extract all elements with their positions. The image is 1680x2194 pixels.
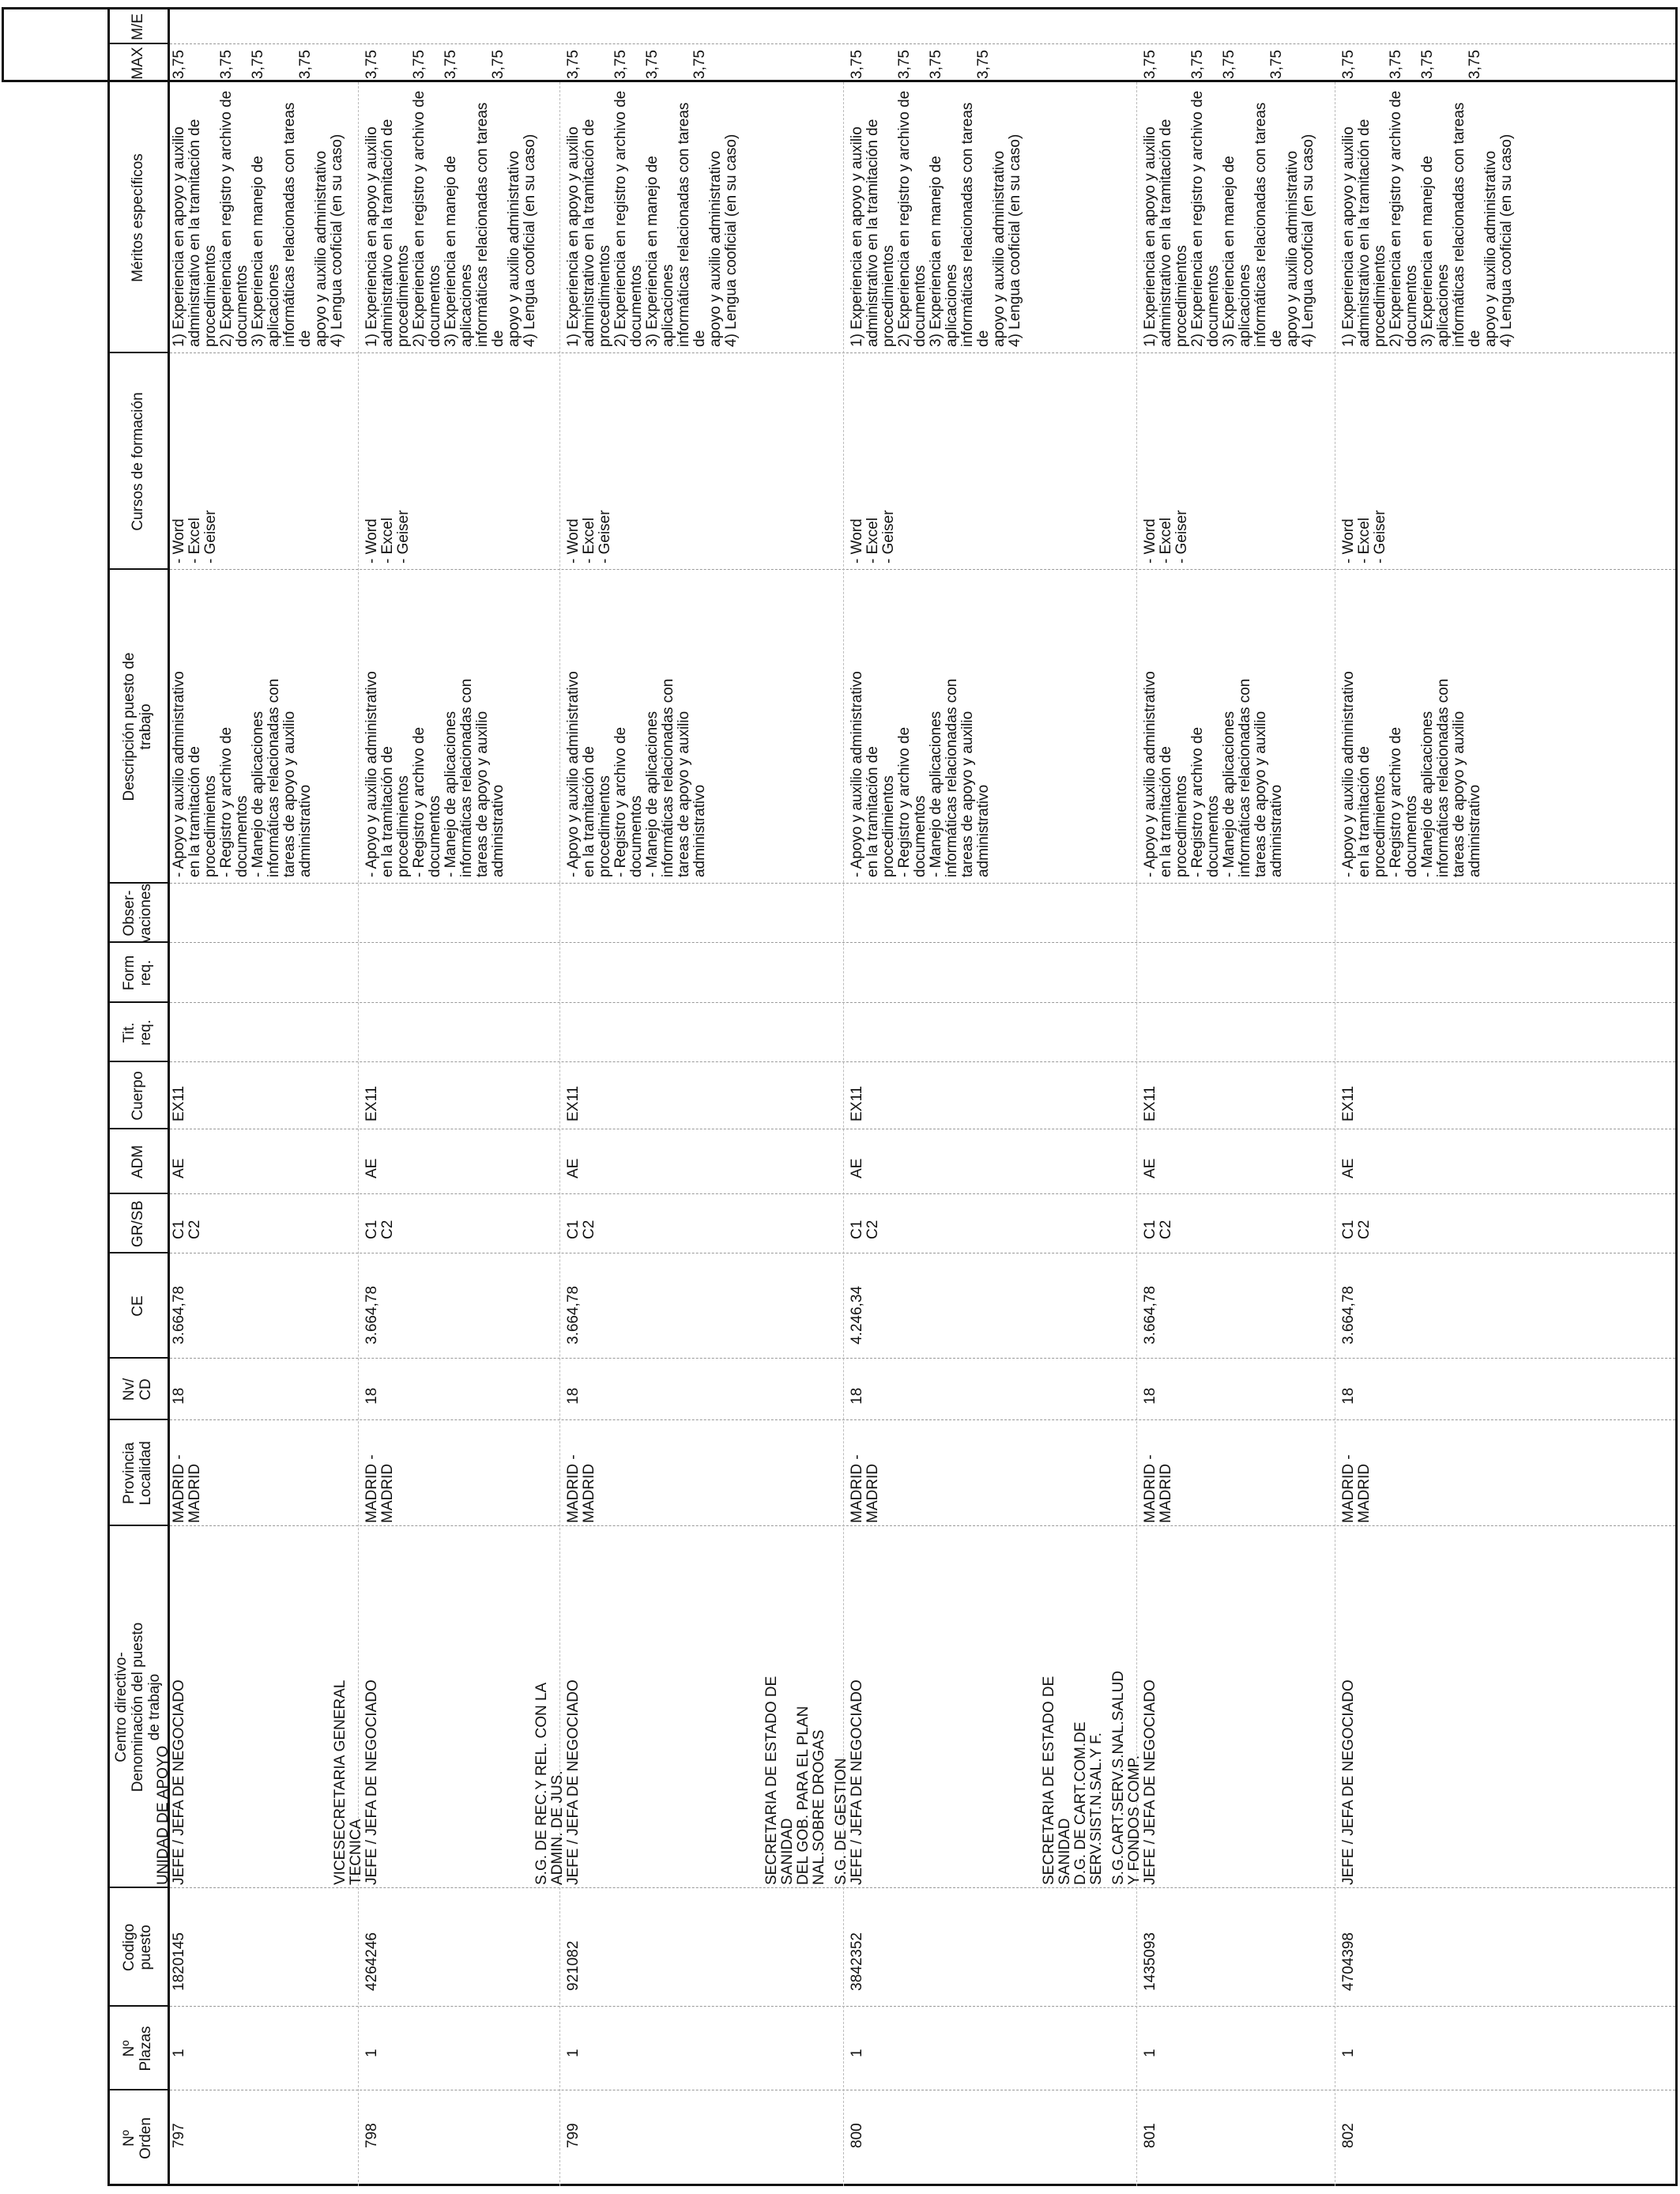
max-value: 3,75 — [1419, 50, 1436, 79]
table-bottom-rule — [1675, 9, 1678, 2186]
meritos-value: 1) Experiencia en apoyo y auxilio administrativo en la tramitación de procedimientos 2) Experiencia en registro y archivo de documentos 3) Experiencia en manejo de aplicaciones informáticas relacionadas con tareas de apoyo y auxilio administrativo 4) Lengua cooficial (en su caso) — [1340, 90, 1515, 347]
cursos-value: - Word - Excel - Geiser — [363, 510, 412, 564]
centro-unit: VICESECRETARIA GENERAL TECNICA — [332, 1679, 364, 1885]
nivel-value: 18 — [171, 1387, 187, 1404]
adm-value: AE — [363, 1158, 380, 1178]
descripcion-value: - Apoyo y auxilio administrativo en la tramitación de procedimientos - Registro y archivo de documentos - Manejo de aplicaciones informáticas relacionadas con tareas de apoyo y auxilio administrativo — [1340, 671, 1483, 877]
column-divider — [170, 1193, 1675, 1194]
max-value: 3,75 — [565, 50, 582, 79]
column-divider — [170, 1002, 1675, 1003]
max-value: 3,75 — [849, 50, 865, 79]
header-ce: CE — [129, 1295, 146, 1317]
orden-value: 801 — [1142, 2123, 1158, 2148]
meritos-value: 1) Experiencia en apoyo y auxilio administrativo en la tramitación de procedimientos 2) Experiencia en registro y archivo de documentos 3) Experiencia en manejo de aplicaciones informáticas relacionadas con tareas de apoyo y auxilio administrativo 4) Lengua cooficial (en su caso) — [565, 90, 740, 347]
table-right-rule — [2, 7, 1678, 9]
centro-unit: S.G. DE REC.Y REL. CON LA ADMIN. DE JUS. — [533, 1682, 566, 1885]
max-value: 3,75 — [490, 50, 507, 79]
nivel-value: 18 — [1340, 1387, 1357, 1404]
ce-value: 3.664,78 — [565, 1286, 582, 1344]
grupo-value: C1 C2 — [363, 1220, 396, 1239]
max-value: 3,75 — [1340, 50, 1357, 79]
cursos-value: - Word - Excel - Geiser — [565, 510, 613, 564]
centro-unit: S.G. DE GESTION — [833, 1758, 849, 1885]
cursos-value: - Word - Excel - Geiser — [1142, 510, 1190, 564]
adm-value: AE — [849, 1158, 865, 1178]
column-divider — [170, 569, 1675, 570]
column-divider — [170, 1525, 1675, 1526]
plazas-value: 1 — [565, 2049, 582, 2057]
header-grupo: GR/SB — [129, 1200, 146, 1248]
header-descripcion: Descripción puesto de trabajo — [121, 652, 154, 801]
denominacion-value: JEFE / JEFA DE NEGOCIADO — [363, 1679, 380, 1885]
nivel-value: 18 — [363, 1387, 380, 1404]
column-divider — [170, 43, 1675, 44]
plazas-value: 1 — [171, 2049, 187, 2057]
grupo-value: C1 C2 — [1340, 1220, 1373, 1239]
header-adm: ADM — [129, 1144, 146, 1179]
adm-value: AE — [1142, 1158, 1158, 1178]
centro-unit: S.G.CART.SERV.S.NAL.SALUD Y FONDOS COMP. — [1110, 1670, 1143, 1885]
column-divider — [170, 352, 1675, 353]
header-max: MAX — [129, 47, 146, 80]
ce-value: 3.664,78 — [1142, 1286, 1158, 1344]
descripcion-value: - Apoyo y auxilio administrativo en la tramitación de procedimientos - Registro y archivo de documentos - Manejo de aplicaciones informáticas relacionadas con tareas de apoyo y auxilio administrativo — [363, 671, 507, 877]
plazas-value: 1 — [363, 2049, 380, 2057]
nivel-value: 18 — [565, 1387, 582, 1404]
orden-value: 797 — [171, 2123, 187, 2148]
max-value: 3,75 — [975, 50, 992, 79]
column-divider — [170, 942, 1675, 943]
meritos-value: 1) Experiencia en apoyo y auxilio administrativo en la tramitación de procedimientos 2) Experiencia en registro y archivo de documentos 3) Experiencia en manejo de aplicaciones informáticas relacionadas con tareas de apoyo y auxilio administrativo 4) Lengua cooficial (en su caso) — [171, 90, 345, 347]
max-value: 3,75 — [644, 50, 661, 79]
header-orden: Nº Orden — [121, 2117, 154, 2159]
centro-unit: UNIDAD DE APOYO — [155, 1745, 171, 1885]
nivel-value: 18 — [849, 1387, 865, 1404]
orden-value: 799 — [565, 2123, 582, 2148]
meritos-value: 1) Experiencia en apoyo y auxilio administrativo en la tramitación de procedimientos 2) Experiencia en registro y archivo de documentos 3) Experiencia en manejo de aplicaciones informáticas relacionadas con tareas de apoyo y auxilio administrativo 4) Lengua cooficial (en su caso) — [363, 90, 538, 347]
header-provincia: Provincia Localidad — [121, 1441, 154, 1506]
provincia-value: MADRID - MADRID — [171, 1454, 203, 1523]
orden-value: 798 — [363, 2123, 380, 2148]
plazas-value: 1 — [849, 2049, 865, 2057]
meritos-value: 1) Experiencia en apoyo y auxilio administrativo en la tramitación de procedimientos 2) Experiencia en registro y archivo de documentos 3) Experiencia en manejo de aplicaciones informáticas relacionadas con tareas de apoyo y auxilio administrativo 4) Lengua cooficial (en su caso) — [1142, 90, 1317, 347]
cursos-value: - Word - Excel - Geiser — [849, 510, 897, 564]
cuerpo-value: EX11 — [171, 1085, 187, 1122]
max-value: 3,75 — [411, 50, 428, 79]
ce-value: 3.664,78 — [363, 1286, 380, 1344]
column-divider — [170, 1887, 1675, 1888]
header-centro: Centro directivo- Denominación del puesto de trabajo — [112, 1622, 163, 1793]
header-cuerpo: Cuerpo — [129, 1071, 146, 1121]
header-meritos: Méritos específicos — [129, 153, 146, 282]
descripcion-value: - Apoyo y auxilio administrativo en la tramitación de procedimientos - Registro y archivo de documentos - Manejo de aplicaciones informáticas relacionadas con tareas de apoyo y auxilio administrativo — [565, 671, 708, 877]
max-value: 3,75 — [443, 50, 459, 79]
cursos-value: - Word - Excel - Geiser — [171, 510, 219, 564]
cuerpo-value: EX11 — [849, 1085, 865, 1122]
header-nivel: Nv/ CD — [121, 1378, 154, 1401]
header-tit: Tit. req. — [121, 1020, 154, 1046]
cuerpo-value: EX11 — [363, 1085, 380, 1122]
table-left-rule — [107, 2184, 1678, 2186]
codigo-value: 1820145 — [171, 1932, 187, 1991]
max-value: 3,75 — [612, 50, 629, 79]
ce-value: 4.246,34 — [849, 1286, 865, 1344]
meritos-value: 1) Experiencia en apoyo y auxilio administrativo en la tramitación de procedimientos 2) Experiencia en registro y archivo de documentos 3) Experiencia en manejo de aplicaciones informáticas relacionadas con tareas de apoyo y auxilio administrativo 4) Lengua cooficial (en su caso) — [849, 90, 1023, 347]
max-value: 3,75 — [691, 50, 708, 79]
descripcion-value: - Apoyo y auxilio administrativo en la tramitación de procedimientos - Registro y archivo de documentos - Manejo de aplicaciones informáticas relacionadas con tareas de apoyo y auxilio administrativo — [849, 671, 992, 877]
orden-value: 800 — [849, 2123, 865, 2148]
header-me: M/E — [129, 13, 146, 40]
column-divider — [170, 2006, 1675, 2007]
header-cursos: Cursos de formación — [129, 392, 146, 531]
max-value: 3,75 — [1221, 50, 1237, 79]
centro-directivo: SECRETARIA DE ESTADO DE SANIDAD DEL GOB. PARA EL PLAN NAL.SOBRE DROGAS — [763, 1676, 827, 1885]
max-value: 3,75 — [1388, 50, 1404, 79]
column-divider — [170, 1358, 1675, 1359]
grupo-value: C1 C2 — [1142, 1220, 1174, 1239]
header-plazas: Nº Plazas — [121, 2026, 154, 2071]
max-value: 3,75 — [896, 50, 913, 79]
denominacion-value: JEFE / JEFA DE NEGOCIADO — [1142, 1679, 1158, 1885]
denominacion-value: JEFE / JEFA DE NEGOCIADO — [171, 1679, 187, 1885]
max-value: 3,75 — [297, 50, 314, 79]
nivel-value: 18 — [1142, 1387, 1158, 1404]
provincia-value: MADRID - MADRID — [565, 1454, 597, 1523]
descripcion-value: - Apoyo y auxilio administrativo en la tramitación de procedimientos - Registro y archivo de documentos - Manejo de aplicaciones informáticas relacionadas con tareas de apoyo y auxilio administrativo — [1142, 671, 1285, 877]
provincia-value: MADRID - MADRID — [1340, 1454, 1373, 1523]
grupo-value: C1 C2 — [171, 1220, 203, 1239]
adm-value: AE — [565, 1158, 582, 1178]
max-value: 3,75 — [928, 50, 944, 79]
cuerpo-value: EX11 — [1340, 1085, 1357, 1122]
provincia-value: MADRID - MADRID — [1142, 1454, 1174, 1523]
codigo-value: 3842352 — [849, 1932, 865, 1991]
codigo-value: 4704398 — [1340, 1932, 1357, 1991]
column-divider — [170, 1419, 1675, 1420]
cursos-value: - Word - Excel - Geiser — [1340, 510, 1388, 564]
plazas-value: 1 — [1142, 2049, 1158, 2057]
column-divider — [170, 883, 1675, 884]
adm-value: AE — [1340, 1158, 1357, 1178]
corner-top-rule — [2, 7, 4, 82]
grupo-value: C1 C2 — [565, 1220, 597, 1239]
codigo-value: 4264246 — [363, 1932, 380, 1991]
cuerpo-value: EX11 — [1142, 1085, 1158, 1122]
codigo-value: 921082 — [565, 1940, 582, 1991]
max-value: 3,75 — [1189, 50, 1206, 79]
header-obs: Obser- vaciones — [121, 884, 154, 943]
grupo-value: C1 C2 — [849, 1220, 881, 1239]
descripcion-value: - Apoyo y auxilio administrativo en la tramitación de procedimientos - Registro y archivo de documentos - Manejo de aplicaciones informáticas relacionadas con tareas de apoyo y auxilio administrativo — [171, 671, 314, 877]
max-value: 3,75 — [171, 50, 187, 79]
max-value: 3,75 — [1467, 50, 1483, 79]
centro-directivo: SECRETARIA DE ESTADO DE SANIDAD D.G. DE CART.COM.DE SERV.SIST.N.SAL.Y F. — [1041, 1676, 1105, 1885]
ce-value: 3.664,78 — [171, 1286, 187, 1344]
column-divider — [170, 1061, 1675, 1062]
cuerpo-value: EX11 — [565, 1085, 582, 1122]
header-form: Form req. — [121, 955, 154, 991]
max-value: 3,75 — [1268, 50, 1285, 79]
adm-value: AE — [171, 1158, 187, 1178]
max-value: 3,75 — [363, 50, 380, 79]
header-codigo: Codigo puesto — [121, 1923, 154, 1972]
max-value: 3,75 — [218, 50, 235, 79]
provincia-value: MADRID - MADRID — [363, 1454, 396, 1523]
denominacion-value: JEFE / JEFA DE NEGOCIADO — [1340, 1679, 1357, 1885]
denominacion-value: JEFE / JEFA DE NEGOCIADO — [565, 1679, 582, 1885]
denominacion-value: JEFE / JEFA DE NEGOCIADO — [849, 1679, 865, 1885]
max-value: 3,75 — [1142, 50, 1158, 79]
orden-value: 802 — [1340, 2123, 1357, 2148]
provincia-value: MADRID - MADRID — [849, 1454, 881, 1523]
max-value: 3,75 — [250, 50, 266, 79]
ce-value: 3.664,78 — [1340, 1286, 1357, 1344]
codigo-value: 1435093 — [1142, 1932, 1158, 1991]
plazas-value: 1 — [1340, 2049, 1357, 2057]
